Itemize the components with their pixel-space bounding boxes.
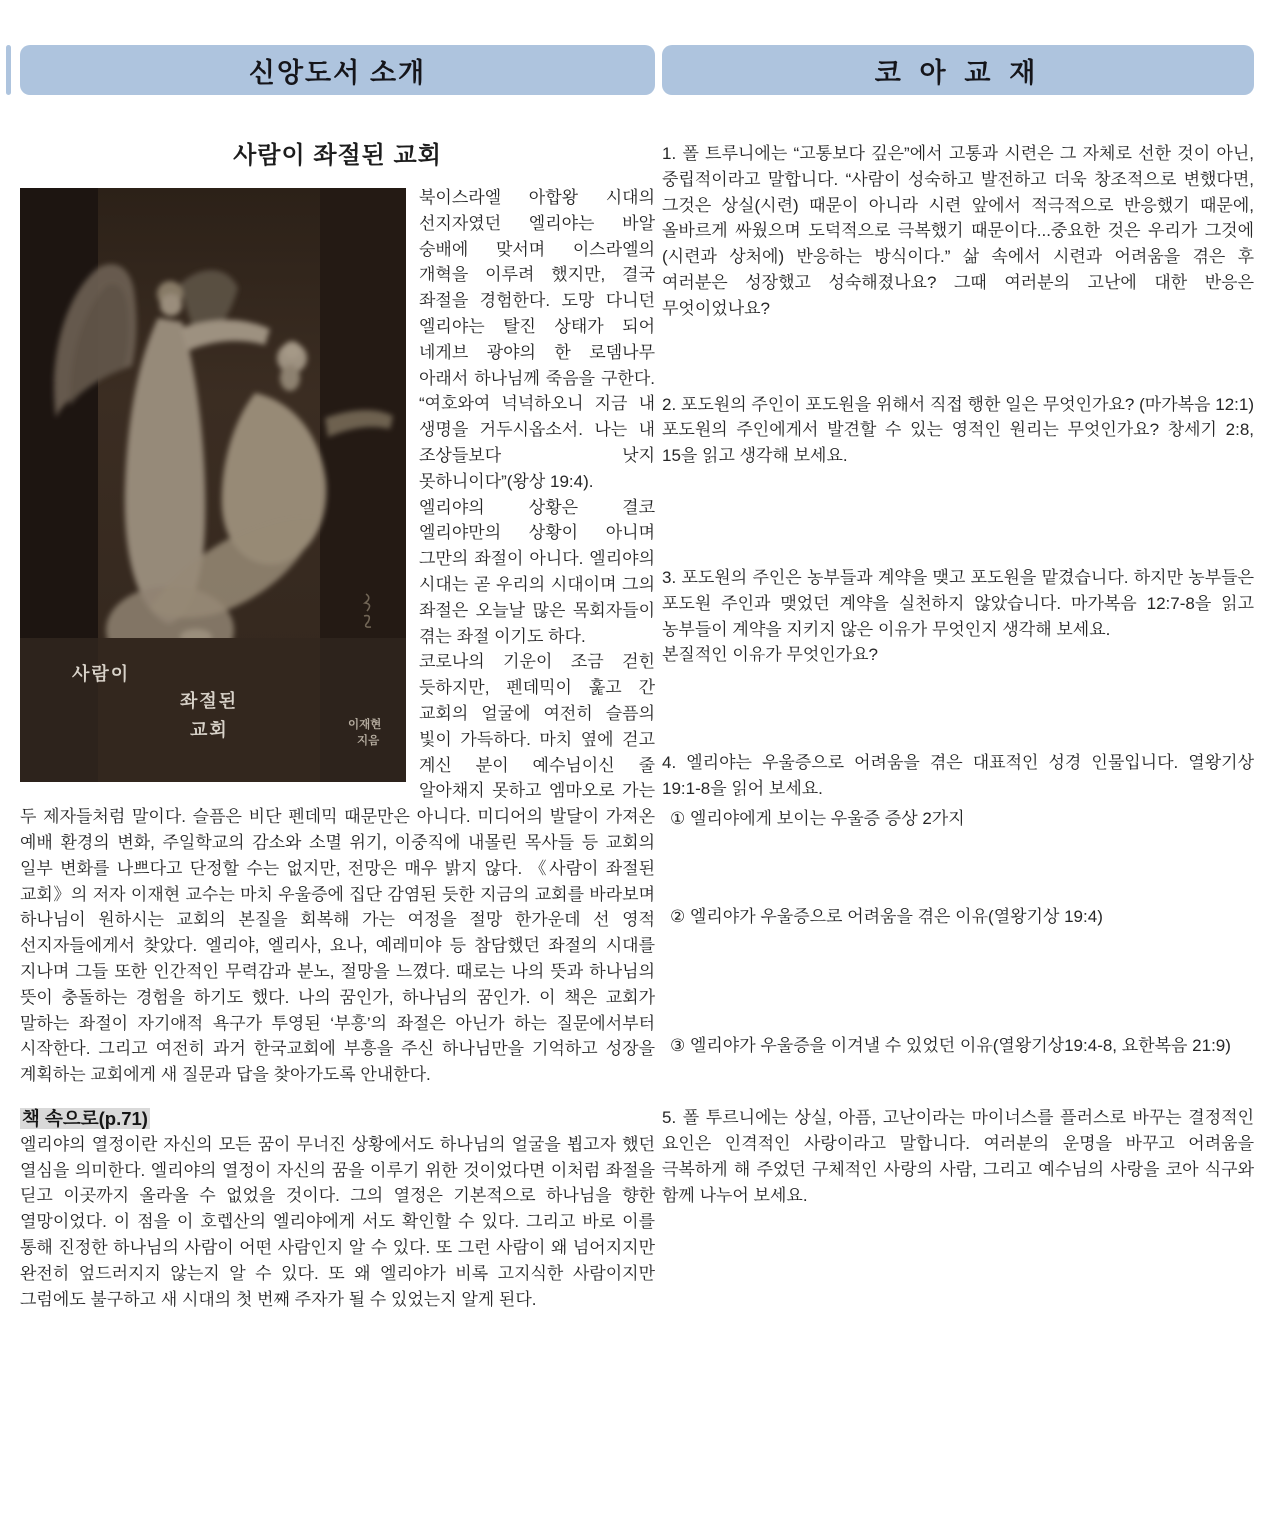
review-paragraph-3: 코로나의 기운이 조금 걷힌 듯하지만, 펜데믹이 훑고 간 교회의 얼굴에 여전히 슬픔의 빛이 가득하다. 마치 옆에 걷고 계신 분이 예수님이신 줄 알아채지 못하고 엠마오로 가는 두 제자들처럼 말이다. 슬픔은 비단 펜데믹 때문만은 아니다. 미디어의 발달이 가져온 예배 환경의 변화, 주일학교의 감소와 소멸 위기, 이중직에 내몰린 목사들 등 교회의 일부 변화를 나쁘다고 단정할 수는 없지만, 전망은 매우 밝지 않다. 《사람이 좌절된 교회》의 저자 이재현 교수는 마치 우울증에 집단 감염된 듯한 지금의 교회를 바라보며 하나님이 원하시는 교회의 본질을 회복해 가는 여정을 절망 한가운데 선 영적 선지자들에게서 찾았다. 엘리야, 엘리사, 요나, 예레미야 등 참담했던 좌절의 시대를 지나며 그들 또한 인간적인 무력감과 분노, 절망을 느꼈다. 때로는 나의 뜻과 하나님의 뜻이 충돌하는 경험을 하기도 했다. 나의 꿈인가, 하나님의 꿈인가. 이 책은 교회가 말하는 좌절이 자기애적 욕구가 투영된 ‘부흥’의 좌절은 아닌가 하는 질문에서부터 시작한다. 그리고 여전히 과거 한국교회에 부흥을 주신 하나님만을 기억하고 성장을 계획하는 교회에게 새 질문과 답을 찾아가도록 안내한다. <box>20 652 655 1085</box>
review-paragraph-1: 북이스라엘 아합왕 시대의 선지자였던 엘리야는 바알 숭배에 맞서며 이스라엘의 개혁을 이루려 했지만, 결국 좌절을 경험한다. 도망 다니던 엘리야는 탈진 상태가 되어 네게브 광야의 한 로뎀나무 아래서 하나님께 죽음을 구한다. “여호와여 넉넉하오니 지금 내 생명을 거두시옵소서. 나는 내 조상들보다 낫지 못하니이다”(왕상 19:4). <box>419 188 655 491</box>
cover-author-name: 이재현 <box>348 719 382 731</box>
koa-section-header <box>662 45 1254 95</box>
question-4-subitem-2: ② 엘리야가 우울증으로 어려움을 겪은 이유(열왕기상 19:4) <box>670 906 1103 926</box>
question-5: 5. 폴 투르니에는 상실, 아픔, 고난이라는 마이너스를 플러스로 바꾸는 결정적인 요인은 인격적인 사랑이라고 말합니다. 여러분의 운명을 바꾸고 어려움을 극복하게 해 주었던 구체적인 사랑의 사람, 그리고 예수님의 사랑을 코아 식구와 함께 나누어 보세요. <box>662 1108 1254 1205</box>
koa-header-label: 코 아 교 재 <box>874 57 1042 88</box>
cover-title-word-3: 교회 <box>190 720 229 740</box>
question-4-subitem-1: ① 엘리야에게 보이는 우울증 증상 2가지 <box>670 808 965 828</box>
review-paragraph-2: 엘리야의 상황은 결코 엘리야만의 상황이 아니며 그만의 좌절이 아니다. 엘리야의 시대는 곧 우리의 시대이며 그의 좌절은 오늘날 많은 목회자들이 겪는 좌절 이기도 하다. <box>419 497 655 646</box>
cover-author-suffix: 지음 <box>357 735 380 747</box>
left-edge-decoration <box>6 45 11 95</box>
question-4 <box>662 750 1254 1059</box>
koa-study-column <box>662 45 1254 1208</box>
book-review-title: 사람이 좌절된 교회 <box>233 142 442 169</box>
question-3-main: 3. 포도원의 주인은 농부들과 계약을 맺고 포도원을 맡겼습니다. 하지만 농부들은 포도원 주인과 맺었던 계약을 실천하지 않았습니다. 마가복음 12:7-8을 읽고 농부들이 계약을 지키지 않은 이유가 무엇인지 생각해 보세요. <box>662 567 1254 639</box>
question-4-subitem-3: ③ 엘리야가 우울증을 이겨낼 수 있었던 이유(열왕기상19:4-8, 요한복음 21:9) <box>670 1036 1231 1056</box>
faith-book-column <box>20 45 655 1312</box>
book-review-body <box>20 185 655 1088</box>
book-cover-art <box>20 188 406 782</box>
question-1: 1. 폴 트루니에는 “고통보다 깊은”에서 고통과 시련은 그 자체로 선한 것이 아닌, 중립적이라고 말합니다. “사람이 성숙하고 발전하고 더욱 창조적으로 변했다면, 그것은 상실(시련) 때문이 아니라 시련 앞에서 적극적으로 반응했기 때문에, 올바르게 싸웠으며 도덕적으로 극복했기 때문이다...중요한 것은 우리가 그것에(시련과 상처에) 반응하는 방식이다.” 삶 속에서 시련과 어려움을 겪은 후 여러분은 성장했고 성숙해졌나요? 그때 여러분의 고난에 대한 반응은 무엇이었나요? <box>662 144 1254 318</box>
question-3 <box>662 565 1254 668</box>
faith-book-header-label: 신앙도서 소개 <box>248 57 427 88</box>
book-cover-image <box>20 188 406 782</box>
faith-book-section-header <box>20 45 655 95</box>
question-4-intro: 4. 엘리야는 우울증으로 어려움을 겪은 대표적인 성경 인물입니다. 열왕기상 19:1-8을 읽어 보세요. <box>662 753 1254 798</box>
question-3-followup: 본질적인 이유가 무엇인가요? <box>662 645 878 665</box>
cover-title-word-2: 좌절된 <box>180 691 239 711</box>
question-2: 2. 포도원의 주인이 포도원을 위해서 직접 행한 일은 무엇인가요? (마가복음 12:1) 포도원의 주인에게서 발견할 수 있는 영적인 원리는 무엇인가요? 창세기 2:8, 15을 읽고 생각해 보세요. <box>662 394 1254 466</box>
inside-the-book-section <box>20 1105 655 1313</box>
inside-the-book-heading <box>20 1105 655 1131</box>
cover-title-word-1: 사람이 <box>72 664 131 684</box>
inside-the-book-heading-label: 책 속으로(p.71) <box>22 1107 148 1129</box>
inside-the-book-text: 엘리야의 열정이란 자신의 모든 꿈이 무너진 상황에서도 하나님의 얼굴을 뵙고자 했던 열심을 의미한다. 엘리야의 열정이 자신의 꿈을 이루기 위한 것이었다면 이처럼 좌절을 딛고 이곳까지 올라올 수 없었을 것이다. 그의 열정은 기본적으로 하나님을 향한 열망이었다. 이 점을 이 호렙산의 엘리야에게 서도 확인할 수 있다. 그리고 바로 이를 통해 진정한 하나님의 사람이 어떤 사람인지 알 수 있다. 또 그런 사람이 왜 넘어지지만 완전히 엎드러지지 않는지 알 수 있다. 또 왜 엘리야가 비록 고지식한 사람이지만 그럼에도 불구하고 새 시대의 첫 번째 주자가 될 수 있었는지 알게 된다. <box>20 1134 655 1309</box>
